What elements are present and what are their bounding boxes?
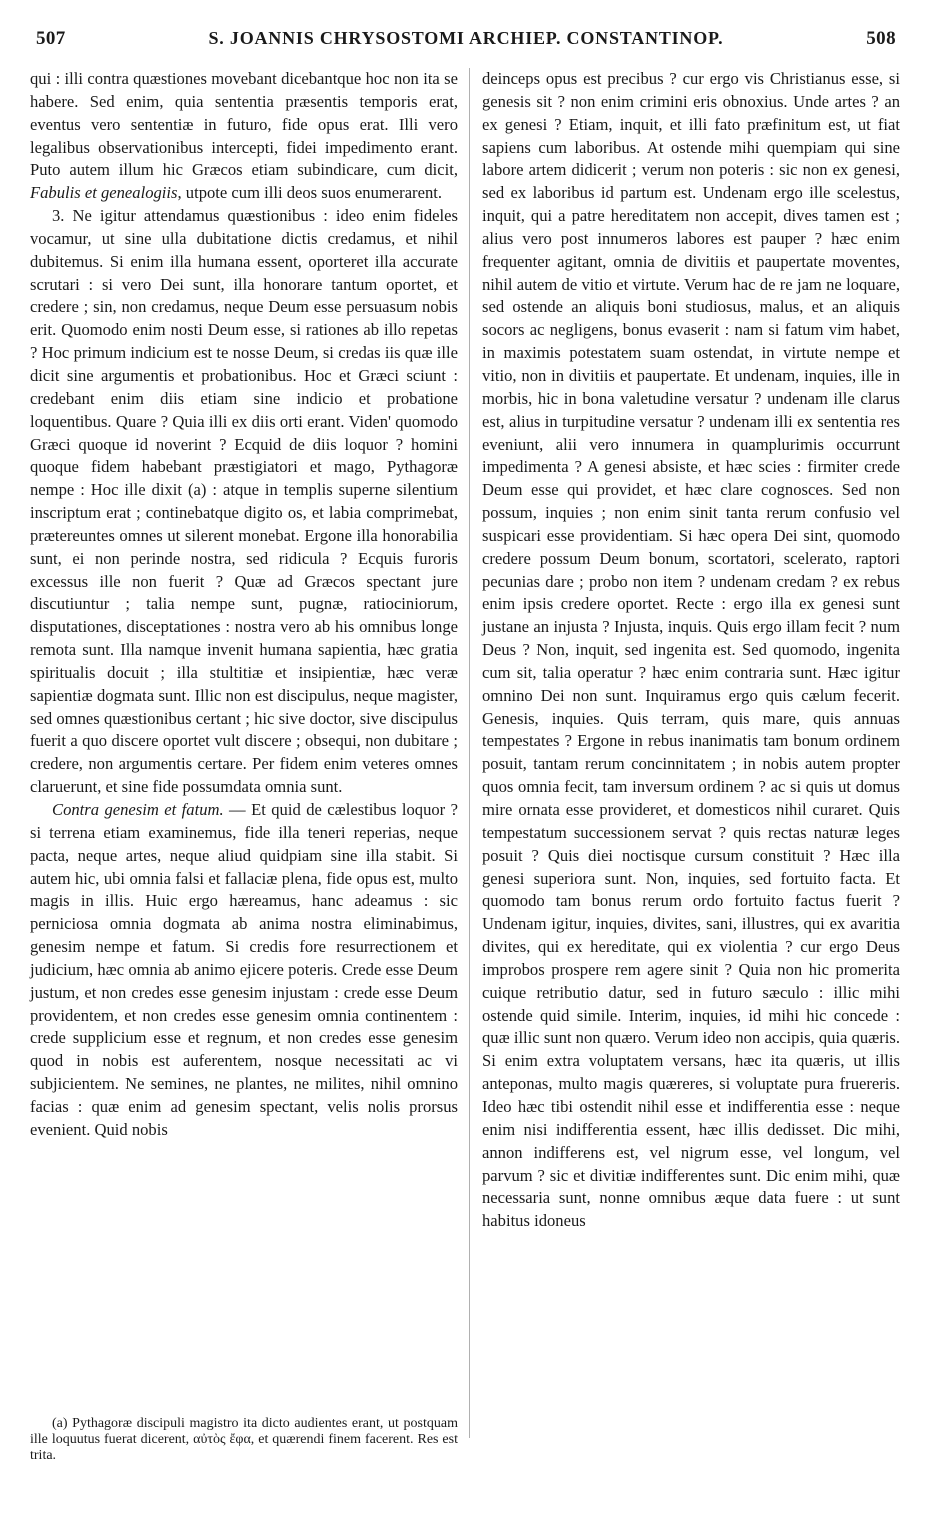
paragraph: 3. Ne igitur attendamus quæstionibus : ideo enim fideles vocamur, ut sine ulla dubitatione dictis credamus, et nihil dubitemus. Si enim illa humana essent, oporteret illa accurate scrutari : si vero Dei sunt, illa honorare tantum oportet, et credere ; sin, non credamus, neque Deum esse persuasum nobis erit. Quomodo enim nosti Deum esse, si rationes ab illo repetas ? Hoc primum indicium est te nosse Deum, si credas iis quæ ille dicit sine argumentis et probationibus. Hoc et Græci sciunt : credebant enim diis etiam sine indicio et probatione loquentibus. Quare ? Quia illi ex diis orti erant. Viden' quomodo Græci quoque id noverint ? Ecquid de diis loquor ? homini quoque fidem habebant præstigiatori et mago, Pythagoræ nempe : Hoc ille dixit (a) : atque in templis superne silentium inscriptum erat ; continebatque digito os, et labia comprimebat, prætereuntes omnes ut silerent monebat. Ergone illa honorabilia sunt, ei non perinde nostra, sed ridicula ? Ecquis furoris excessus ille non fuerit ? Quæ ad Græcos spectant jure discutiuntur ; talia nempe sunt, pugnæ, ratiociniorum, disputationes, disceptationes : nostra vero ab his omnibus longe remota sunt. Illa namque invenit humana sapientia, hæc gratia spiritualis docuit ; illa stultitiæ et insipientiæ, hæc veræ sapientiæ dogmata sunt. Illic non est discipulus, neque magister, sed omnes quæstionibus certant ; hic sive doctor, sive discipulus fuerit a quo discere oportet vult discere ; obsequi, non dubitare ; credere, non argumentis certare. Per fidem enim veteres omnes claruerunt, et sine fide possumdata omnia sunt. <box>30 206 458 797</box>
paragraph-text: qui : illi contra quæstiones movebant dicebantque hoc non ita se habere. Sed enim, quia sententia præsentis temporis erat, eventus vero sententiæ in futuro, fide opus erat. Illi vero legalibus observationibus intercepti, fidei impedimento erant. Puto autem illum hic Græcos etiam subindicare, cum dicit, <box>30 69 458 180</box>
page-number-right: 508 <box>866 28 896 49</box>
column-divider <box>469 68 470 1438</box>
paragraph-text: — Et quid de cælestibus loquor ? si terrena etiam examinemus, fide illa teneri reperias, neque pacta, neque artes, neque aliud quidpiam sine illa stabit. Si autem hic, ubi omnia falsi et fallaciæ plena, fide opus est, multo magis in illis. Huic ergo hæreamus, hanc adeamus : sic perniciosa omnia dogmata ab anima nostra eliminabimus, genesim nempe et fatum. Si credis fore resurrectionem et judicium, hæc omnia ab animo ejicere poteris. Crede esse Deum justum, et non credes esse genesim injustam : crede esse Deum providentem, et non credes esse genesim omnia continentem : crede supplicium esse et regnum, et non credes esse genesim quod in nobis est auferentem, nosque necessitati ac vi subjicientem. Ne semines, ne plantes, ne milites, nihil omnino facias : quæ enim ad genesim spectant, velis nolis prorsus evenient. Quid nobis <box>30 800 458 1139</box>
footnote-text: (a) Pythagoræ discipuli magistro ita dicto audientes erant, ut postquam ille loquutus fuerat dicerent, αὐτὸς ἔφα, et quærendi finem facerent. Res est trita. <box>30 1416 458 1463</box>
left-column <box>30 68 458 1142</box>
right-column <box>482 68 900 1233</box>
italic-quote: Fabulis et genealogiis <box>30 183 178 203</box>
paragraph <box>30 799 458 1142</box>
footnote <box>30 1416 458 1464</box>
running-header <box>36 28 896 62</box>
paragraph: deinceps opus est precibus ? cur ergo vis Christianus esse, si genesis sit ? non enim crimini eris obnoxius. Unde artes ? an ex genesi ? Etiam, inquit, et illi fato præfinitum est, ut fiat sapiens cum laboribus. At ostende mihi quempiam qui sine labore artem didicerit ; verum non poteris : sic non ex genesi, sed ex laboribus id partum est. Undenam ergo ille scelestus, inquit, qui a patre hereditatem non accepit, dives tamen est ; alius vero post innumeros labores est pauper ? hæc enim frequenter agitant, omnia de divitiis et paupertate moventes, nihil autem de vitio et virtute. Verum hac de re jam ne loquare, sed ostende an aliquis boni studiosus, malus, et an aliquis socors ac negligens, bonus evaserit : nam si fatum vim habet, in maximis potestatem suam ostendat, in virtute nempe et vitio, non in divitiis et paupertate. Et undenam, inquies, ille in morbis, hic in bona valetudine versatur ? undenam ille clarus est, alius in turpitudine versatur ? undenam illi ex sententia res eveniunt, alii vero innumera in quamplurimis occurrunt impedimenta ? A genesi absiste, et hæc scies : firmiter crede Deum esse qui providet, et hæc clare cognosces. Sed non possum, inquies ; non enim sinit tanta rerum confusio vel suspicari esse providentiam. Si hæc opera Dei sint, quomodo credere possum Deum bonum, scortatori, scelerato, raptori pecunias dare ; probo non item ? undenam credam ? ex rebus enim ipsis credere oportet. Recte : ergo illa ex genesi sunt justane an injusta ? Injusta, inquis. Quis ergo illam fecit ? num Deus ? Non, inquit, sed ingenita est. Sed quomodo, ingenita cum sit, talia operatur ? hæc enim contraria sunt. Hæc igitur omnino Dei non sunt. Inquiramus ergo quis cælum fecerit. Genesis, inquies. Quis terram, quis mare, quis annuas tempestates ? Ergone in rebus inanimatis tam bonum ordinem posuit, tantam rerum concinnitatem ; in nobis autem propter quos omnia fecit, tam inversum ordinem ? ac si quis ut domus mire ornata esse provideret, et domesticos nihil curaret. Quis tempestatum successionem servat ? quis rectas naturæ leges posuit ? Quis diei noctisque cursum constituit ? Hæc illa genesi superiora sunt. Non, inquies, sed fortuito facta. Et quomodo tam bonus rerum ordo fortuito factus fuerit ? Undenam igitur, inquies, divites, sani, illustres, qui ex avaritia divites, qui ex hereditate, qui ex violentia ? cur ergo Deus improbos prospere rem agere sinit ? Quia non hic promerita cuique retributio datur, sed in futuro sæculo : illic mihi ostende quid simile. Interim, inquies, id mihi hic concede : quæ illic sunt non quæro. Verum ideo non accipis, quia quæris. Si enim extra voluptatem versans, hæc ita quæris, ut illis anteponas, multo magis quæreres, si voluptate pura fruereris. Ideo hæc tibi ostendit nihil esse et indifferentia esse : neque enim nisi indifferentia essent, hæc illis dedisset. Dic mihi, annon indifferens est, vel nigrum esse, vel longum, vel parvum ? sic et divitiæ indifferentes sunt. Dic enim mihi, quæ necessaria sunt, nonne omnibus æque data fuere : ut sunt habitus idoneus <box>482 69 900 1231</box>
running-title: S. JOANNIS CHRYSOSTOMI ARCHIEP. CONSTANTINOP. <box>208 28 724 48</box>
page-number-left: 507 <box>36 28 66 49</box>
paragraph-text: , utpote cum illi deos suos enumerarent. <box>177 183 443 203</box>
paragraph <box>30 68 458 205</box>
section-heading: Contra genesim et fatum. <box>52 800 224 819</box>
